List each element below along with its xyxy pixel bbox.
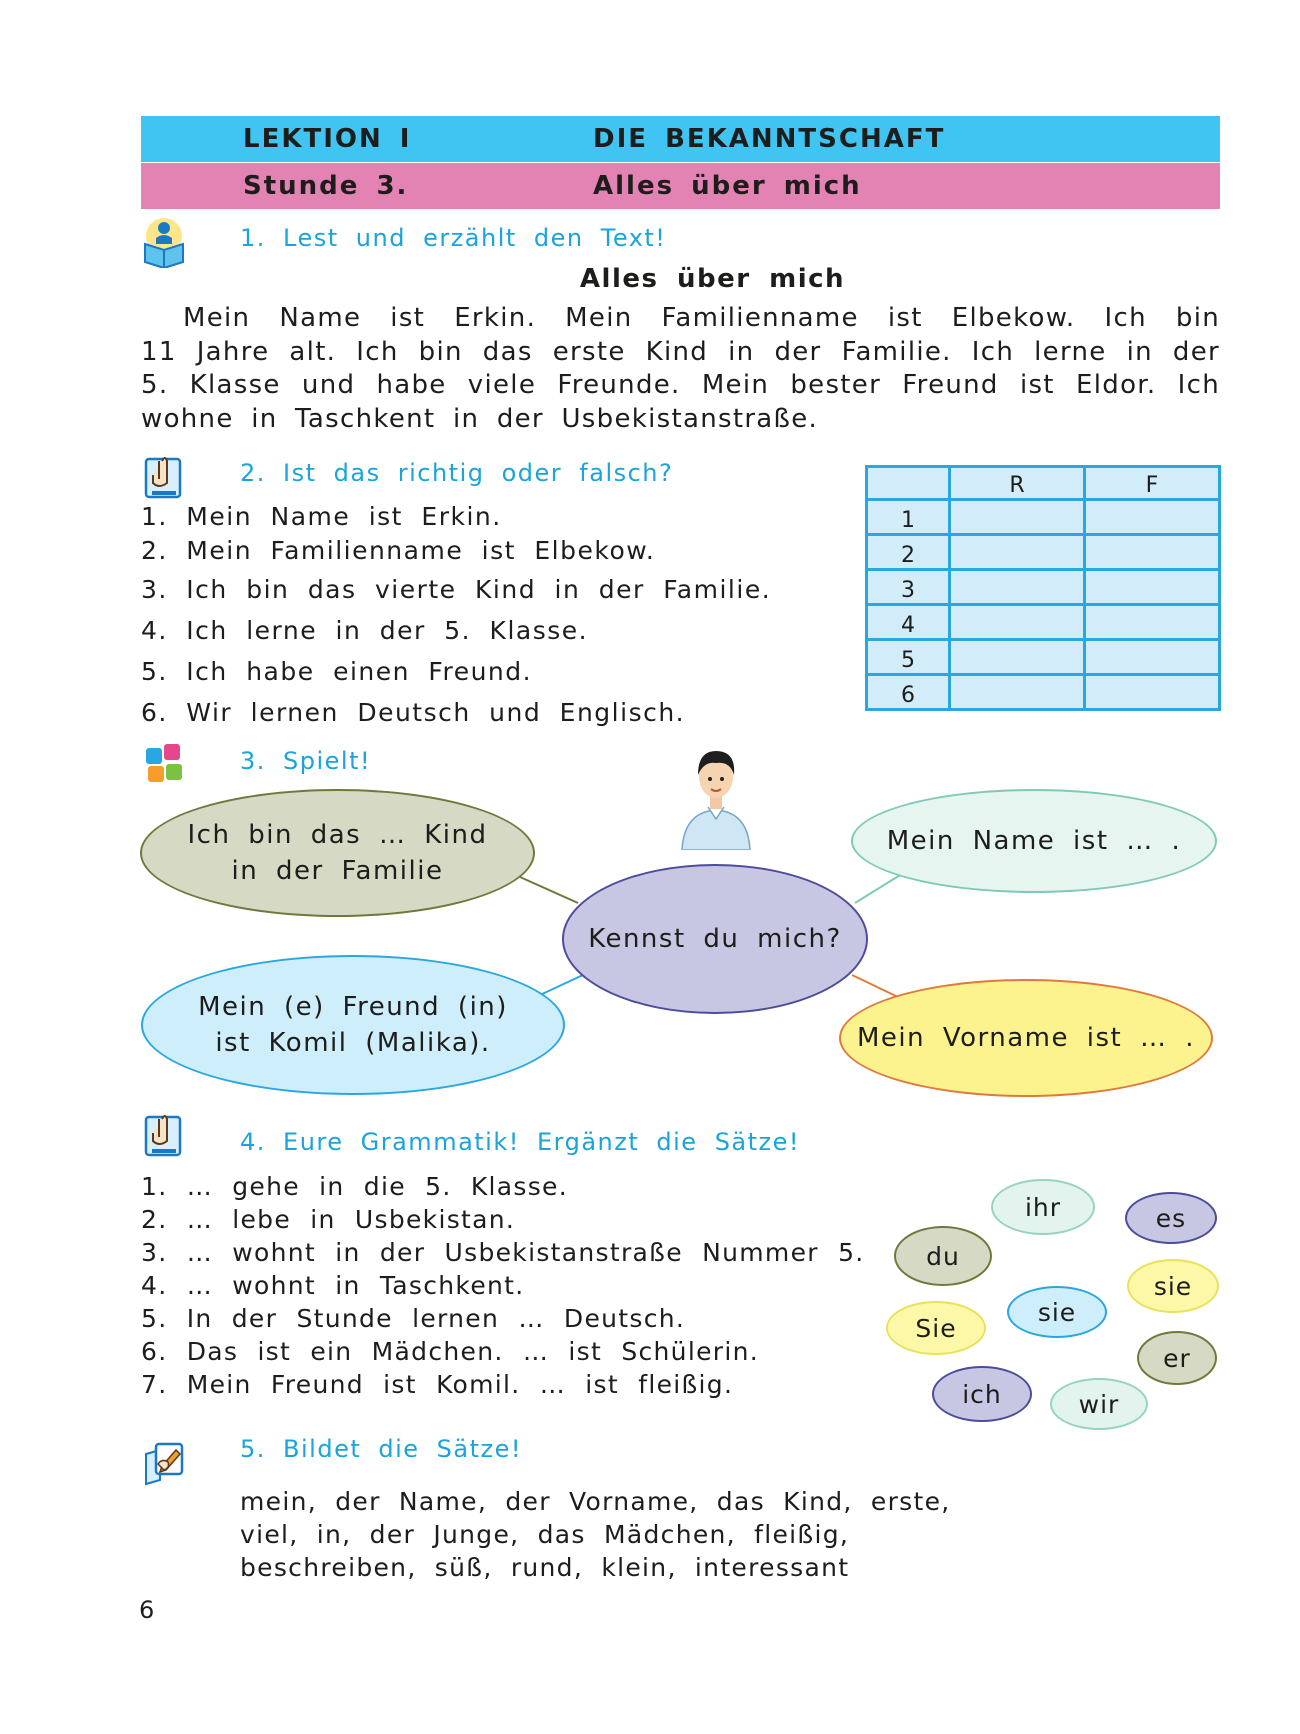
lesson-number: LEKTION I [243,124,412,154]
task2-title: 2. Ist das richtig oder falsch? [240,459,674,487]
pointing-hand-icon [142,1111,186,1159]
page-number: 6 [139,1596,155,1624]
bubble-vorname: Mein Vorname ist … . [839,979,1213,1097]
text-line-2: 11 Jahre alt. Ich bin das erste Kind in der Familie. Ich lerne in der [141,337,1220,367]
table-row-label: 1 [867,500,950,535]
task4-title: 4. Eure Grammatik! Ergänzt die Sätze! [240,1128,801,1156]
statement-5: 5. Ich habe einen Freund. [141,657,533,686]
bubble-kind: Ich bin das … Kind in der Familie [140,789,535,917]
text-line-3: 5. Klasse und habe viele Freunde. Mein bester Freund ist Eldor. Ich [141,370,1220,400]
table-row-label: 5 [867,640,950,675]
task3-title: 3. Spielt! [240,747,372,775]
text-line-1: Mein Name ist Erkin. Mein Familienname ist Elbekow. Ich bin [183,303,1220,333]
pronoun-sie[interactable]: sie [1007,1286,1107,1338]
hour-number: Stunde 3. [243,171,409,201]
task1-title: 1. Lest und erzählt den Text! [240,224,667,252]
bubble-name: Mein Name ist … . [851,789,1217,893]
pronoun-wir[interactable]: wir [1050,1378,1148,1430]
pronoun-es[interactable]: es [1125,1192,1217,1244]
table-row-label: 6 [867,675,950,710]
sentence-7: 7. Mein Freund ist Komil. … ist fleißig. [141,1370,734,1399]
task5-title: 5. Bildet die Sätze! [240,1435,522,1463]
sentence-4: 4. … wohnt in Taschkent. [141,1271,525,1300]
sentence-2: 2. … lebe in Usbekistan. [141,1205,516,1234]
writing-hand-icon [142,1434,186,1482]
lesson-topic: DIE BEKANNTSCHAFT [593,124,946,154]
statement-4: 4. Ich lerne in der 5. Klasse. [141,616,589,645]
table-head-f: F [1085,467,1220,500]
pronoun-sie[interactable]: sie [1127,1259,1219,1313]
pronoun-Sie[interactable]: Sie [886,1301,986,1355]
statement-3: 3. Ich bin das vierte Kind in der Familie. [141,575,772,604]
statement-1: 1. Mein Name ist Erkin. [141,502,502,531]
sentence-6: 6. Das ist ein Mädchen. … ist Schülerin. [141,1337,759,1366]
pronoun-er[interactable]: er [1137,1331,1217,1385]
statement-2: 2. Mein Familienname ist Elbekow. [141,536,656,565]
boy-illustration [676,745,756,850]
word-list-line-1: mein, der Name, der Vorname, das Kind, erste, [240,1487,951,1516]
pronoun-ich[interactable]: ich [932,1366,1032,1422]
table-head-r: R [950,467,1085,500]
sentence-1: 1. … gehe in die 5. Klasse. [141,1172,568,1201]
sentence-5: 5. In der Stunde lernen … Deutsch. [141,1304,686,1333]
word-list-line-3: beschreiben, süß, rund, klein, interessant [240,1553,850,1582]
bubble-center: Kennst du mich? [562,864,868,1014]
table-row-label: 2 [867,535,950,570]
statement-6: 6. Wir lernen Deutsch und Englisch. [141,698,686,727]
pronoun-ihr[interactable]: ihr [991,1179,1095,1235]
text-line-4: wohne in Taschkent in der Usbekistanstraße. [141,404,819,434]
hour-topic: Alles über mich [593,171,862,201]
table-row-label: 3 [867,570,950,605]
table-row-label: 4 [867,605,950,640]
sentence-3: 3. … wohnt in der Usbekistanstraße Nummer 5. [141,1238,865,1267]
text-title: Alles über mich [579,264,846,294]
bubble-friend: Mein (e) Freund (in) ist Komil (Malika). [141,955,565,1095]
pronoun-du[interactable]: du [894,1226,992,1286]
word-list-line-2: viel, in, der Junge, das Mädchen, fleißig, [240,1520,850,1549]
